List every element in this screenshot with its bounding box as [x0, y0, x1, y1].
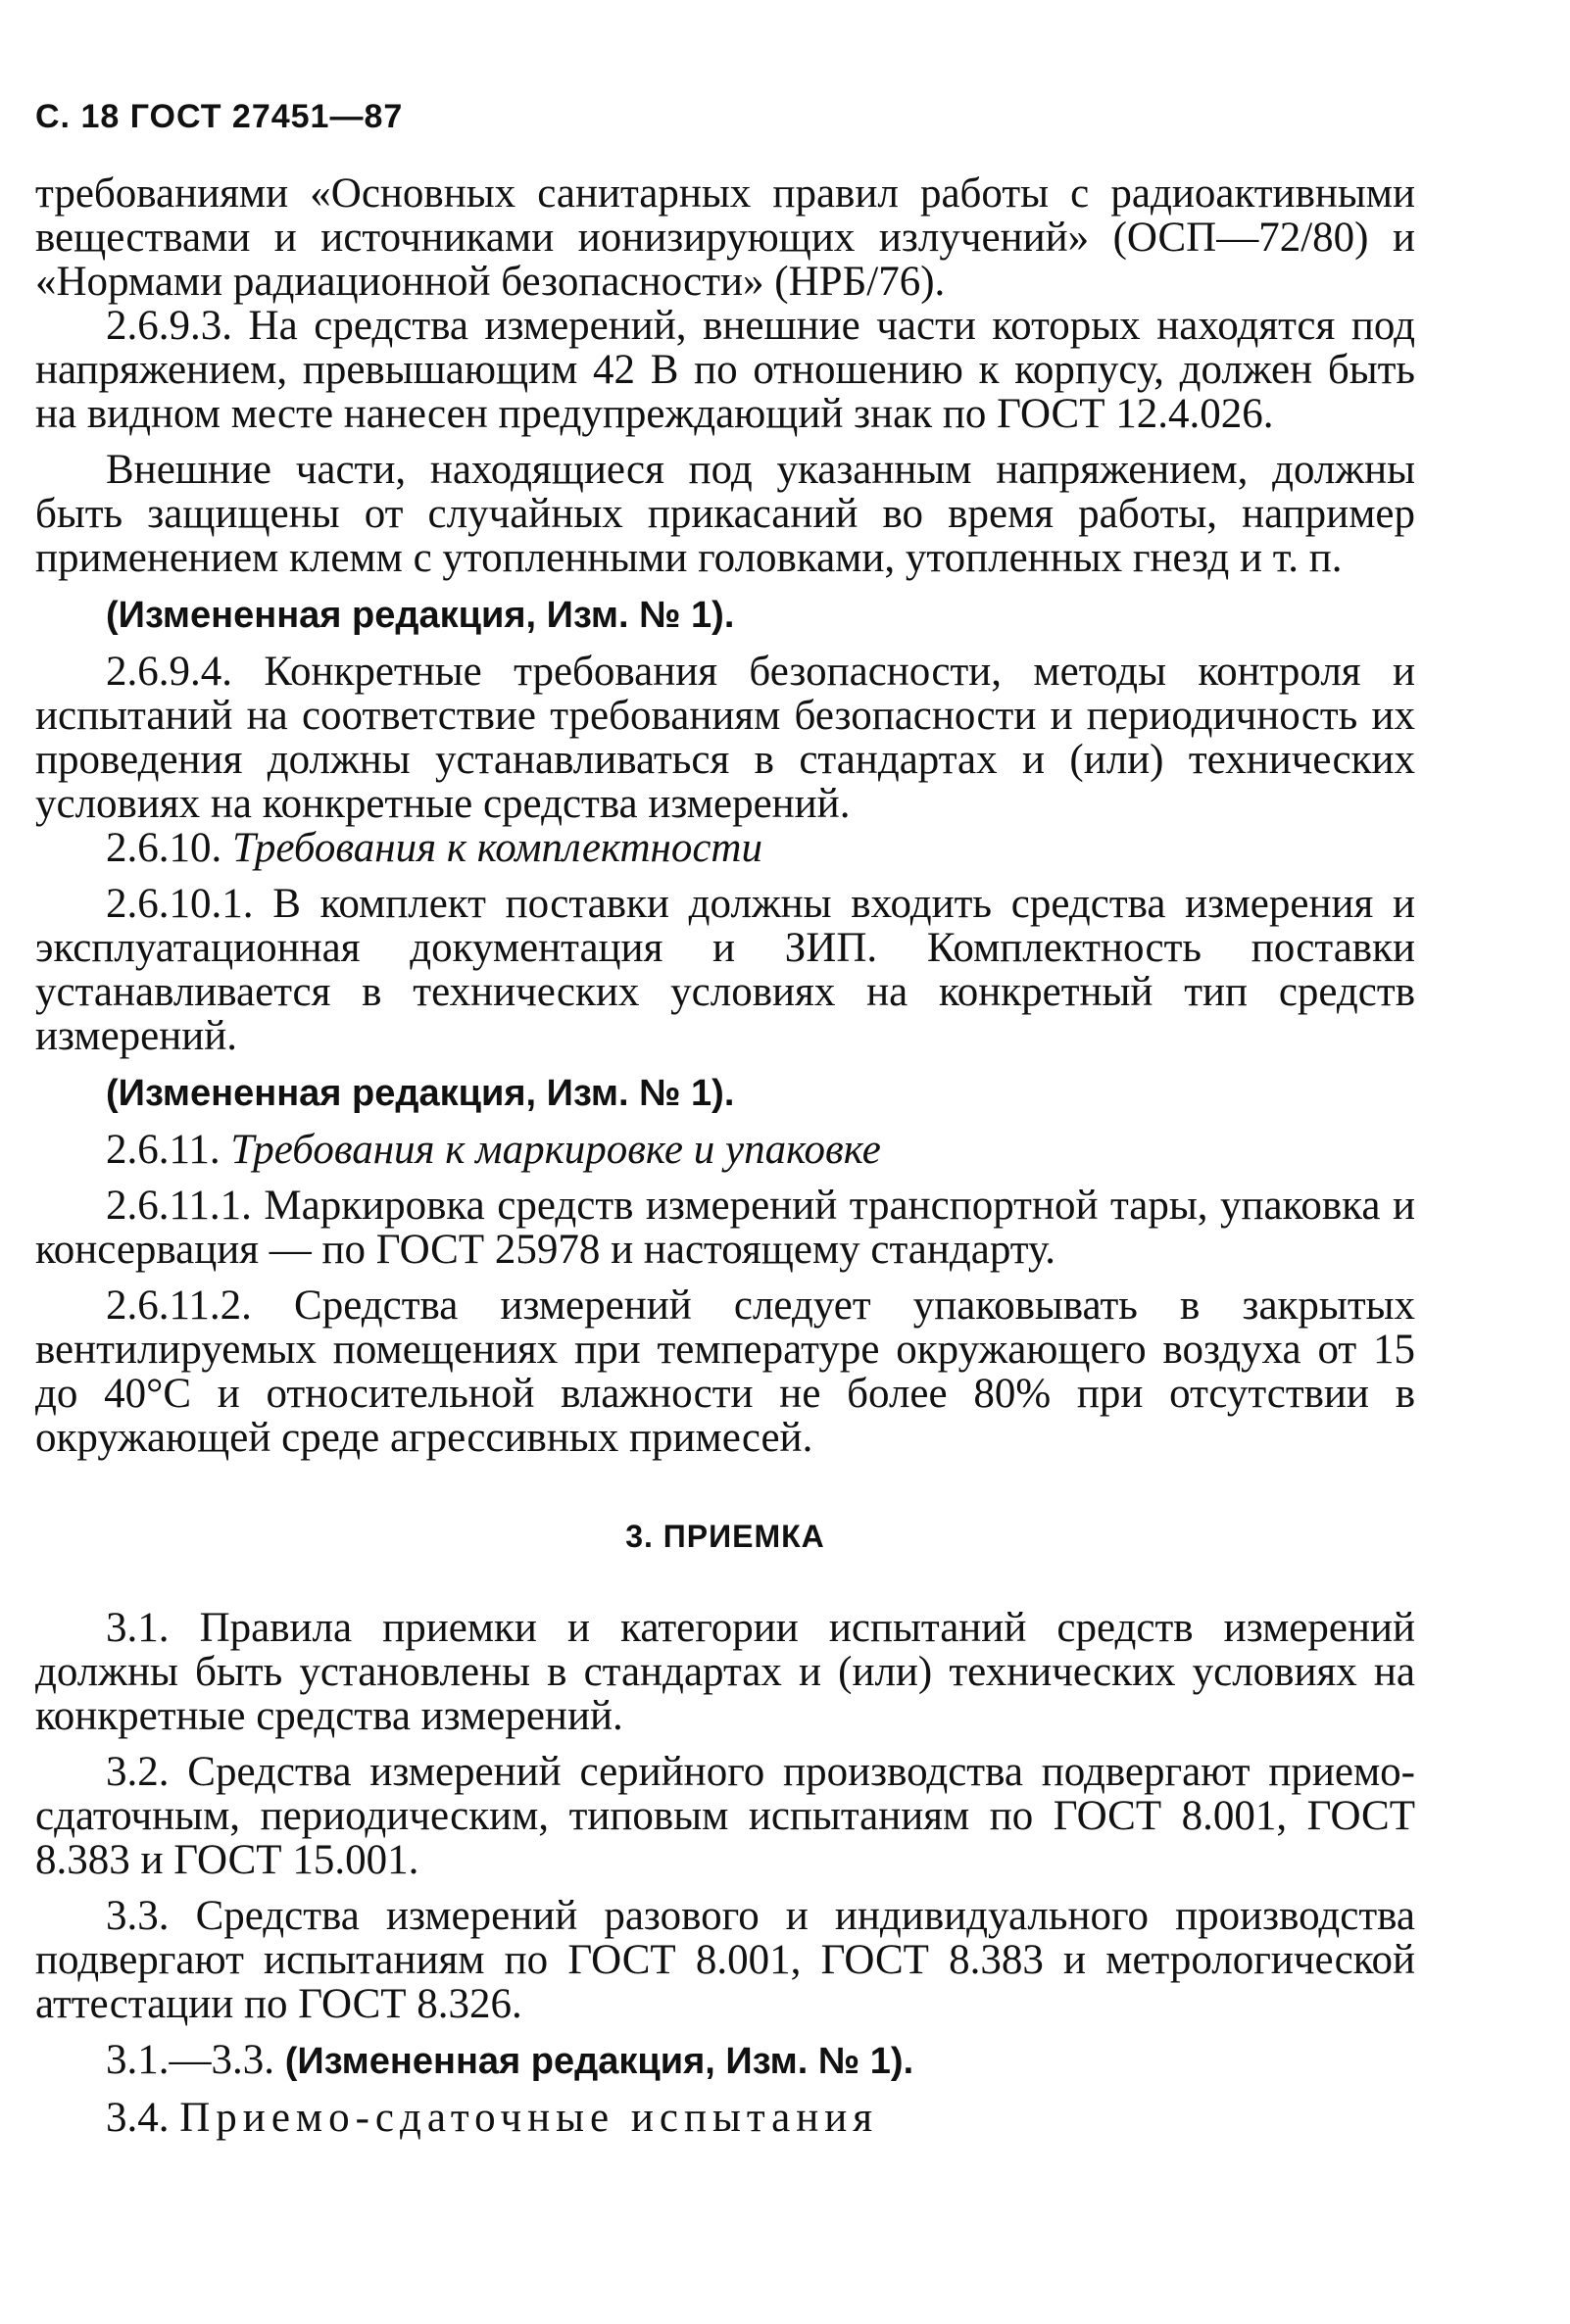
- amendment-note-text: (Измененная редакция, Изм. № 1).: [106, 1073, 735, 1114]
- heading-2-6-11-number: 2.6.11.: [106, 1127, 221, 1173]
- amendment-ref: 3.1.—3.3.: [106, 2037, 274, 2083]
- heading-2-6-11-title: Требования к маркировке и упаковке: [230, 1127, 881, 1173]
- paragraph-2-6-10-1: 2.6.10.1. В комплект поставки должны входить средства измерения и эксплуатационная документация и ЗИП. Комплектность поставки устанавливается в технических условиях на конкретный тип средств измерений.: [35, 881, 1415, 1059]
- heading-3-4-number: 3.4.: [106, 2095, 170, 2141]
- amendment-note-3: [35, 2038, 1415, 2084]
- document-page: [35, 98, 1415, 2140]
- paragraph-2-6-11-1: 2.6.11.1. Маркировка средств измерений транспортной тары, упаковка и консервация — по ГОСТ 25978 и настоящему стандарту.: [35, 1183, 1415, 1273]
- amendment-note: [35, 1070, 1415, 1116]
- heading-2-6-10-number: 2.6.10.: [106, 825, 222, 871]
- paragraph-2-6-9-4: 2.6.9.4. Конкретные требования безопасности, методы контроля и испытаний на соответствие требованиям безопасности и периодичность их проведения должны устанавливаться в стандартах и (или) технических условиях на конкретные средства измерений.: [35, 649, 1415, 827]
- heading-2-6-10: [35, 826, 1415, 870]
- heading-2-6-10-title: Требования к комплектности: [232, 825, 762, 871]
- heading-3-4: [35, 2096, 1415, 2140]
- heading-2-6-11: [35, 1128, 1415, 1172]
- paragraph-continuation: требованиями «Основных санитарных правил работы с радиоактивными веществами и источниками ионизирующих излучений» (ОСП—72/80) и «Нормами радиационной безопасности» (НРБ/76).: [35, 170, 1415, 305]
- paragraph-external-parts: Внешние части, находящиеся под указанным напряжением, должны быть защищены от случайных прикасаний во время работы, например применением клемм с утопленными головками, утопленных гнезд и т. п.: [35, 447, 1415, 581]
- amendment-note-text: (Измененная редакция, Изм. № 1).: [106, 595, 735, 636]
- page-header: С. 18 ГОСТ 27451—87: [35, 98, 404, 135]
- paragraph-2-6-11-2: 2.6.11.2. Средства измерений следует упаковывать в закрытых вентилируемых помещениях при температуре окружающего воздуха от 15 до 40°С и относительной влажности не более 80% при отсутствии в окружающей среде агрессивных примесей.: [35, 1283, 1415, 1461]
- paragraph-2-6-9-3: 2.6.9.3. На средства измерений, внешние части которых находятся под напряжением, превышающим 42 В по отношению к корпусу, должен быть на видном месте нанесен предупреждающий знак по ГОСТ 12.4.026.: [35, 303, 1415, 437]
- heading-3-4-title: Приемо-сдаточные испытания: [179, 2095, 879, 2141]
- amendment-note-text: (Измененная редакция, Изм. № 1).: [284, 2041, 914, 2082]
- paragraph-3-1: 3.1. Правила приемки и категории испытаний средств измерений должны быть установлены в стандартах и (или) технических условиях на конкретные средства измерений.: [35, 1605, 1415, 1739]
- paragraph-3-2: 3.2. Средства измерений серийного производства подвергают приемо-сдаточным, периодическим, типовым испытаниям по ГОСТ 8.001, ГОСТ 8.383 и ГОСТ 15.001.: [35, 1749, 1415, 1883]
- paragraph-3-3: 3.3. Средства измерений разового и индивидуального производства подвергают испытаниям по ГОСТ 8.001, ГОСТ 8.383 и метрологической аттестации по ГОСТ 8.326.: [35, 1893, 1415, 2027]
- amendment-note: [35, 592, 1415, 638]
- section-title: 3. ПРИЕМКА: [625, 1519, 825, 1554]
